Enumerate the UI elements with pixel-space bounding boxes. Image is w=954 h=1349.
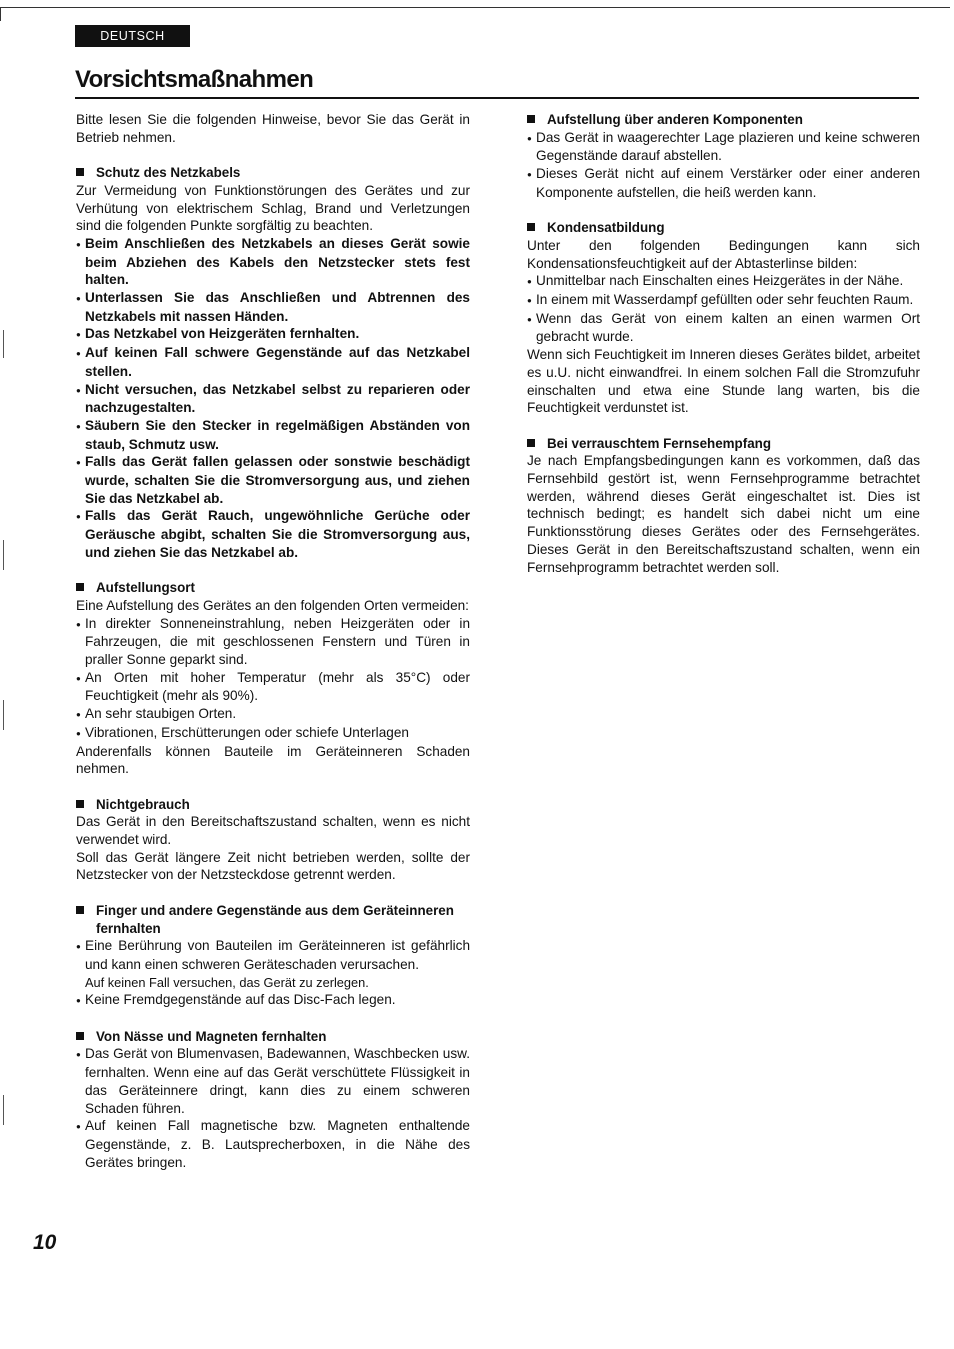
list-item: ● Eine Berührung von Bauteilen im Geräteinneren ist gefährlich und kann einen schweren Geräteschaden verursachen. Auf keinen Fall versuchen, das Gerät zu zerlegen. <box>76 937 470 991</box>
list-item: ● Das Gerät von Blumenvasen, Badewannen, Waschbecken usw. fernhalten. Wenn eine auf das Gerät verschüttete Flüssigkeit in das Geräteinnere dringt, kann dies zu einem schweren Schaden führen. <box>76 1045 470 1117</box>
square-bullet-icon <box>76 1032 84 1040</box>
section-heading: Aufstellung über anderen Komponenten <box>527 111 920 129</box>
list-item: ● An sehr staubigen Orten. <box>76 705 470 724</box>
margin-mark <box>3 330 4 358</box>
list-item: ● Beim Anschließen des Netzkabels an dieses Gerät sowie beim Abziehen des Kabels den Netzstecker stets fest halten. <box>76 235 470 289</box>
section-text: Eine Aufstellung des Gerätes an den folgenden Orten vermeiden: <box>76 597 469 613</box>
margin-mark <box>3 1095 4 1125</box>
section-text: Je nach Empfangsbedingungen kann es vorkommen, daß das Fernsehbild gestört ist, wenn Fernsehprogramme betrachtet werden, während dieses Gerät eingeschaltet ist. Dies ist technisch bedingt; es handelt sich dabei nicht um eine Funktionsstörung dieses Gerätes oder des Fernsehgerätes. Dieses Gerät in den Bereitschaftszustand schalten, wenn ein Fernsehprogramm betrachtet werden soll. <box>527 453 920 575</box>
list-item: ● Nicht versuchen, das Netzkabel selbst zu reparieren oder nachzugestalten. <box>76 381 470 417</box>
margin-mark <box>3 700 4 730</box>
square-bullet-icon <box>527 439 535 447</box>
square-bullet-icon <box>76 800 84 808</box>
section-text: Anderenfalls können Bauteile im Geräteinneren Schaden nehmen. <box>76 743 470 777</box>
intro-text: Bitte lesen Sie die folgenden Hinweise, bevor Sie das Gerät in Betrieb nehmen. <box>76 112 470 145</box>
section-stacking <box>527 111 920 202</box>
list-item: ● In direkter Sonneneinstrahlung, neben Heizgeräten oder in Fahrzeugen, die mit geschlossenen Fenstern und Türen in praller Sonne geparkt sind. <box>76 615 470 669</box>
list-item: ● Dieses Gerät nicht auf einem Verstärker oder einer anderen Komponente aufstellen, die heiß werden kann. <box>527 165 920 201</box>
list-item: ● Säubern Sie den Stecker in regelmäßigen Abständen von staub, Schmutz usw. <box>76 417 470 453</box>
section-text: Soll das Gerät längere Zeit nicht betrieben werden, sollte der Netzstecker von der Netzsteckdose getrennt werden. <box>76 849 470 883</box>
list-item: ● Keine Fremdgegenstände auf das Disc-Fach legen. <box>76 991 470 1010</box>
list-item: ● Falls das Gerät fallen gelassen oder sonstwie beschädigt wurde, schalten Sie die Stromversorgung aus, und ziehen Sie das Netzkabel ab. <box>76 453 470 507</box>
section-heading: Schutz des Netzkabels <box>76 164 470 182</box>
section-non-use <box>76 796 470 885</box>
list-item: ● Auf keinen Fall schwere Gegenstände auf das Netzkabel stellen. <box>76 344 470 380</box>
section-heading: Bei verrauschtem Fernsehempfang <box>527 435 920 453</box>
square-bullet-icon <box>76 583 84 591</box>
section-heading: Von Nässe und Magneten fernhalten <box>76 1028 470 1046</box>
section-heading: Kondensatbildung <box>527 219 920 237</box>
section-condensation <box>527 219 920 417</box>
section-fingers <box>76 902 470 1010</box>
margin-mark <box>3 540 4 570</box>
section-heading: Finger und andere Gegenstände aus dem Geräteinneren fernhalten <box>76 902 470 937</box>
list-item: ● Falls das Gerät Rauch, ungewöhnliche Gerüche oder Geräusche abgibt, schalten Sie die Stromversorgung aus, und ziehen Sie das Netzkabel ab. <box>76 507 470 561</box>
list-item: ● Auf keinen Fall magnetische bzw. Magneten enthaltende Gegenstände, z. B. Lautsprecherboxen, in die Nähe des Gerätes bringen. <box>76 1117 470 1171</box>
square-bullet-icon <box>527 223 535 231</box>
section-tv-interference <box>527 435 920 577</box>
section-text: Wenn sich Feuchtigkeit im Inneren dieses Gerätes bildet, arbeitet es u.U. nicht einwandfrei. In einem solchen Fall die Stromzufuhr einschalten und etwa eine Stunde lang warten, bis die Feuchtigkeit verdunstet ist. <box>527 347 920 416</box>
list-item: ● In einem mit Wasserdampf gefüllten oder sehr feuchten Raum. <box>527 291 920 310</box>
section-power-cord <box>76 164 470 561</box>
right-column <box>527 111 920 576</box>
list-item-note: Auf keinen Fall versuchen, das Gerät zu zerlegen. <box>85 974 369 990</box>
top-rule <box>0 7 950 8</box>
list-item: ● Das Netzkabel von Heizgeräten fernhalten. <box>76 325 470 344</box>
list-item: ● Das Gerät in waagerechter Lage plazieren und keine schweren Gegenstände darauf abstellen. <box>527 129 920 165</box>
section-text: Das Gerät in den Bereitschaftszustand schalten, wenn es nicht verwendet wird. <box>76 814 470 848</box>
section-heading: Aufstellungsort <box>76 579 470 597</box>
section-text: Zur Vermeidung von Funktionstörungen des Gerätes und zur Verhütung von elektrischem Schlag, Brand und Verletzungen sind die folgenden Punkte sorgfältig zu beachten. <box>76 182 470 234</box>
section-heading: Nichtgebrauch <box>76 796 470 814</box>
square-bullet-icon <box>76 906 84 914</box>
section-placement <box>76 579 470 778</box>
list-item: ● Unmittelbar nach Einschalten eines Heizgerätes in der Nähe. <box>527 272 920 291</box>
corner-tick <box>0 7 1 21</box>
list-item: ● An Orten mit hoher Temperatur (mehr als 35°C) oder Feuchtigkeit (mehr als 90%). <box>76 669 470 705</box>
section-text: Unter den folgenden Bedingungen kann sich Kondensationsfeuchtigkeit auf der Abtasterlinse bilden: <box>527 237 920 271</box>
list-item: ● Wenn das Gerät von einem kalten an einen warmen Ort gebracht wurde. <box>527 310 920 346</box>
list-item: ● Unterlassen Sie das Anschließen und Abtrennen des Netzkabels mit nassen Händen. <box>76 289 470 325</box>
section-moisture <box>76 1028 470 1172</box>
left-column <box>76 111 470 1171</box>
page-number: 10 <box>33 1231 57 1254</box>
square-bullet-icon <box>527 115 535 123</box>
square-bullet-icon <box>76 168 84 176</box>
title-rule <box>75 97 919 99</box>
list-item: ● Vibrationen, Erschütterungen oder schiefe Unterlagen <box>76 724 470 743</box>
language-tab: DEUTSCH <box>75 25 190 47</box>
page-title: Vorsichtsmaßnahmen <box>75 66 314 93</box>
